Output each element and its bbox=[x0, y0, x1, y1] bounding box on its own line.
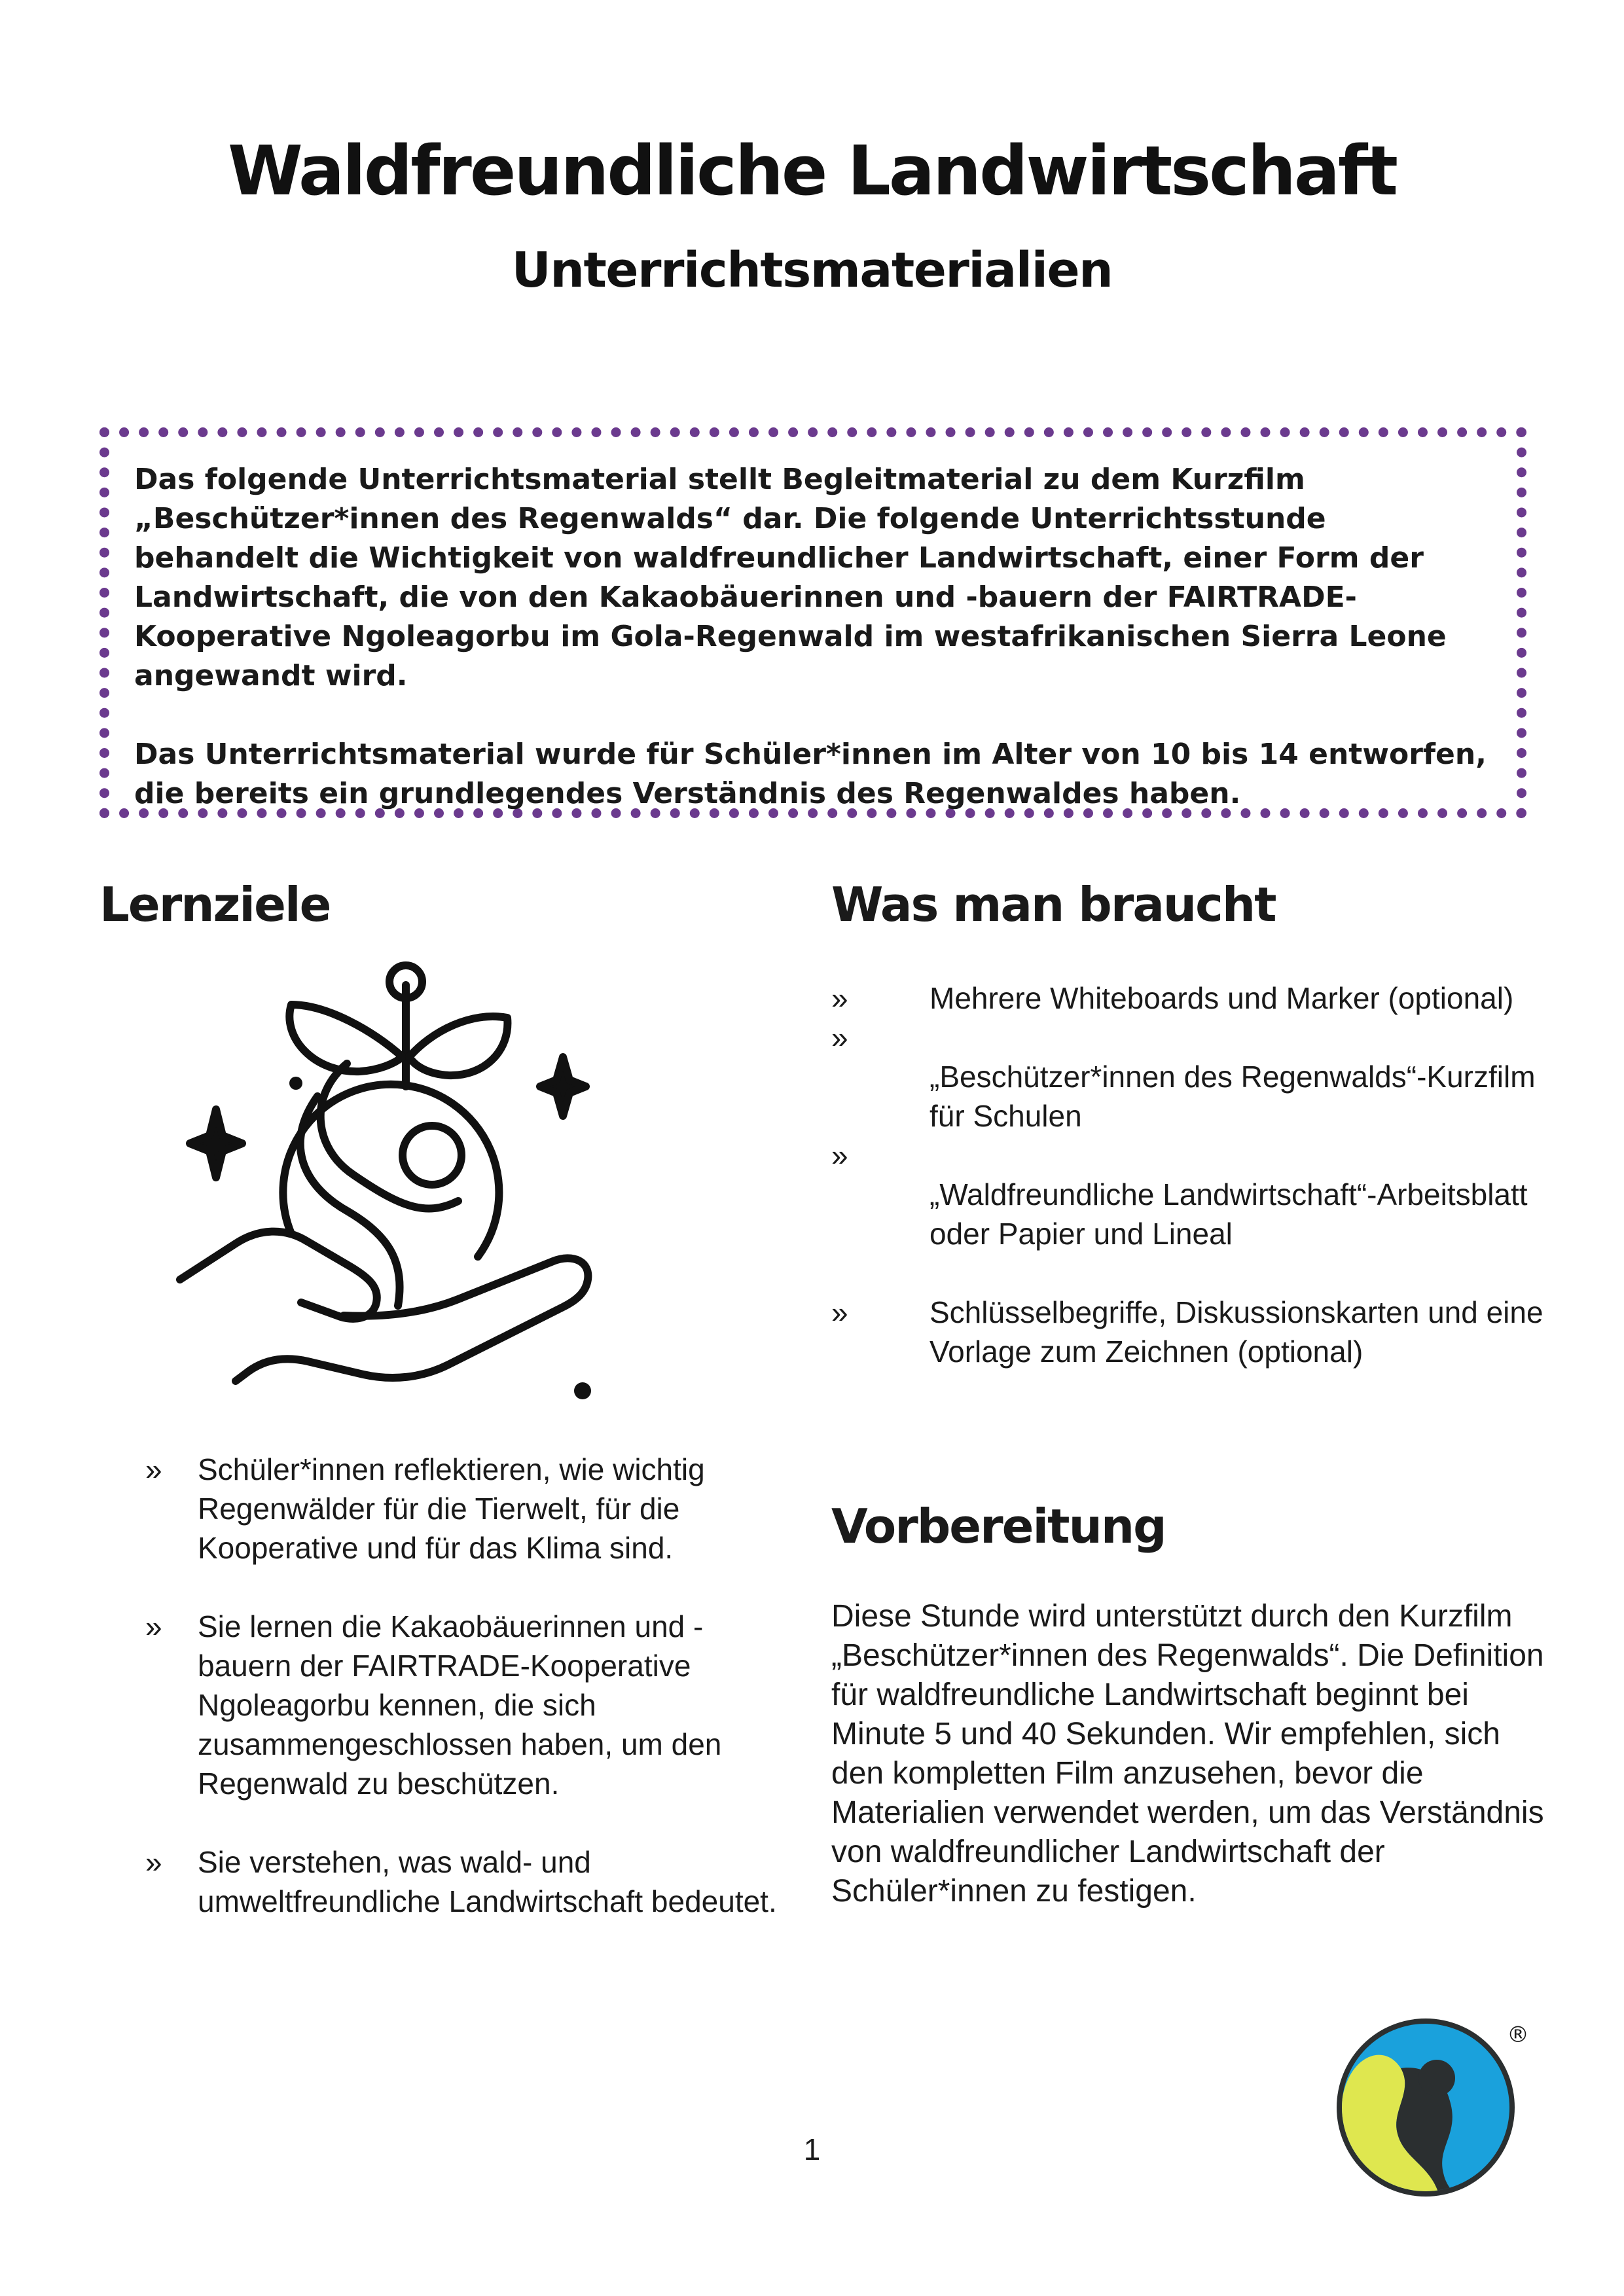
page-title: Waldfreundliche Landwirtschaft bbox=[228, 131, 1396, 211]
preparation-heading: Vorbereitung bbox=[831, 1499, 1166, 1554]
intro-paragraph-1: Das folgende Unterrichtsmaterial stellt Begleitmaterial zu dem Kurzfilm „Beschützer*innen des Regenwalds“ dar. Die folgende Unterrichtsstunde behandelt die Wichtigkeit von waldfreundlicher Landwirtschaft, einer Form der Landwirtschaft, die von den Kakaobäuerinnen und -bauern der FAIRTRADE-Kooperative Ngoleagorbu im Gola-Regenwald im westafrikanischen Sierra Leone angewandt wird. bbox=[134, 463, 1447, 692]
intro-paragraph-2: Das Unterrichtsmaterial wurde für Schüler*innen im Alter von 10 bis 14 entworfen, die bereits ein grundlegendes Verständnis des Regenwaldes haben. bbox=[134, 738, 1487, 810]
materials-list bbox=[831, 978, 1558, 1371]
list-item: » Schüler*innen reflektieren, wie wichtig Regenwälder für die Tierwelt, für die Kooperative und für das Klima sind. bbox=[145, 1452, 705, 1565]
learning-goals-list bbox=[99, 1450, 787, 1921]
hand-holding-globe-sprout-icon bbox=[151, 959, 609, 1417]
list-item: » Mehrere Whiteboards und Marker (optional) bbox=[831, 981, 1514, 1015]
list-item: » „Beschützer*innen des Regenwalds“-Kurzfilm für Schulen bbox=[831, 1020, 1536, 1133]
registered-mark: ® bbox=[1507, 2022, 1529, 2048]
page-subtitle: Unterrichtsmaterialien bbox=[511, 242, 1113, 298]
list-item: » „Waldfreundliche Landwirtschaft“-Arbeitsblatt oder Papier und Lineal bbox=[831, 1138, 1528, 1251]
fairtrade-logo-icon bbox=[1329, 2003, 1529, 2199]
materials-heading: Was man braucht bbox=[831, 877, 1276, 932]
learning-goals-heading: Lernziele bbox=[99, 877, 331, 932]
page-number: 1 bbox=[803, 2132, 821, 2166]
list-item: » Sie lernen die Kakaobäuerinnen und -bauern der FAIRTRADE-Kooperative Ngoleagorbu kennen, die sich zusammengeschlossen haben, um den Regenwald zu beschützen. bbox=[145, 1609, 722, 1801]
preparation-text: Diese Stunde wird unterstützt durch den Kurzfilm „Beschützer*innen des Regenwalds“. Die Definition für waldfreundliche Landwirtschaft beginnt bei Minute 5 und 40 Sekunden. Wir empfehlen, sich den kompletten Film anzusehen, bevor die Materialien verwendet werden, um das Verständnis von waldfreundlicher Landwirtschaft der Schüler*innen zu festigen. bbox=[831, 1599, 1544, 1909]
intro-box bbox=[99, 427, 1526, 818]
list-item: » Sie verstehen, was wald- und umweltfreundliche Landwirtschaft bedeutet. bbox=[145, 1845, 777, 1918]
list-item: » Schlüsselbegriffe, Diskussionskarten und eine Vorlage zum Zeichnen (optional) bbox=[831, 1295, 1543, 1369]
